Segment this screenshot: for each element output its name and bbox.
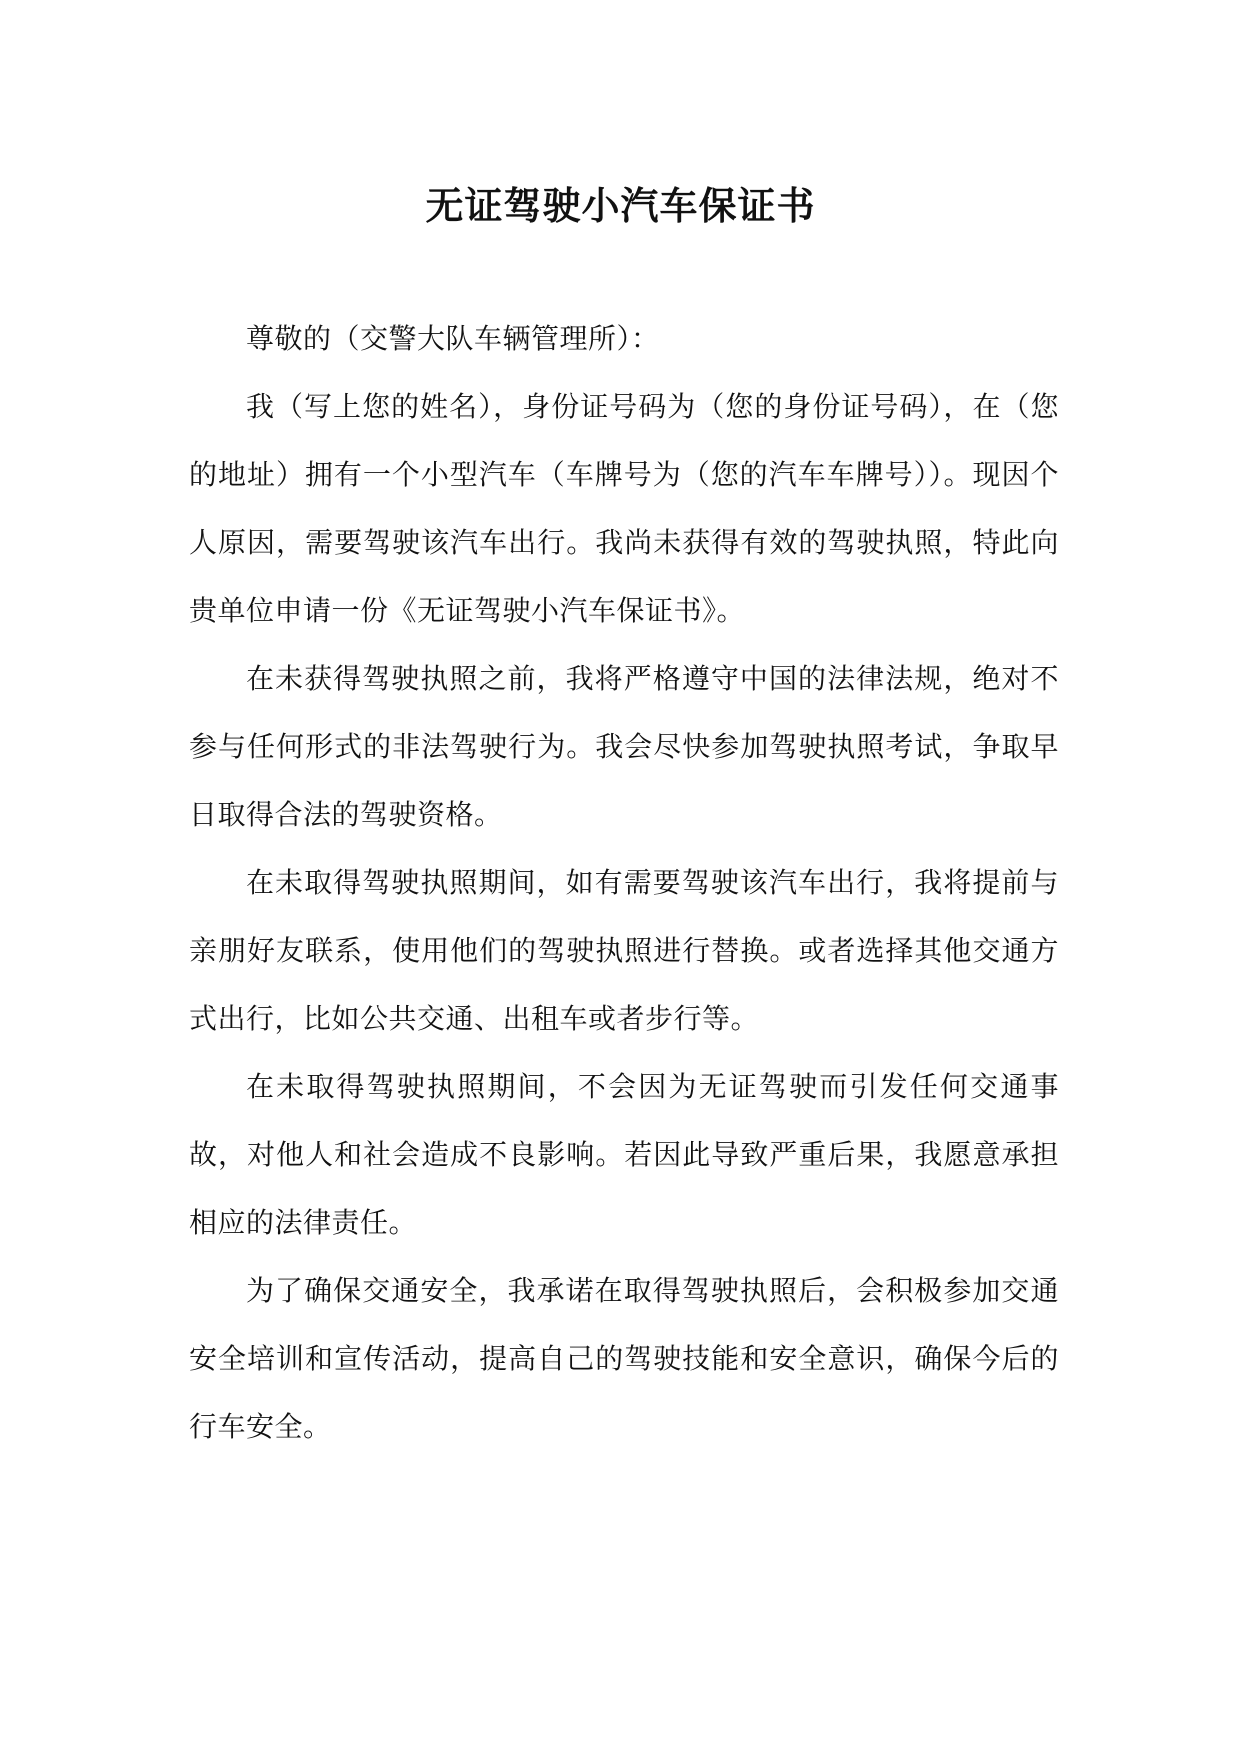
paragraph-liability: 在未取得驾驶执照期间，不会因为无证驾驶而引发任何交通事故，对他人和社会造成不良影响。若因此导致严重后果，我愿意承担相应的法律责任。 xyxy=(189,1070,1059,1239)
paragraph-alternatives: 在未取得驾驶执照期间，如有需要驾驶该汽车出行，我将提前与亲朋好友联系，使用他们的驾驶执照进行替换。或者选择其他交通方式出行，比如公共交通、出租车或者步行等。 xyxy=(189,866,1059,1035)
salutation: 尊敬的（交警大队车辆管理所）： xyxy=(246,322,660,355)
paragraph-declaration: 我（写上您的姓名），身份证号码为（您的身份证号码），在（您的地址）拥有一个小型汽车（车牌号为（您的汽车车牌号））。现因个人原因，需要驾驶该汽车出行。我尚未获得有效的驾驶执照，特此向贵单位申请一份《无证驾驶小汽车保证书》。 xyxy=(189,390,1059,627)
document-title: 无证驾驶小汽车保证书 xyxy=(425,183,816,228)
paragraph-compliance: 在未获得驾驶执照之前，我将严格遵守中国的法律法规，绝对不参与任何形式的非法驾驶行为。我会尽快参加驾驶执照考试，争取早日取得合法的驾驶资格。 xyxy=(189,662,1059,831)
paragraph-safety-commitment: 为了确保交通安全，我承诺在取得驾驶执照后，会积极参加交通安全培训和宣传活动，提高自己的驾驶技能和安全意识，确保今后的行车安全。 xyxy=(189,1274,1059,1443)
document-body xyxy=(189,305,1059,1461)
